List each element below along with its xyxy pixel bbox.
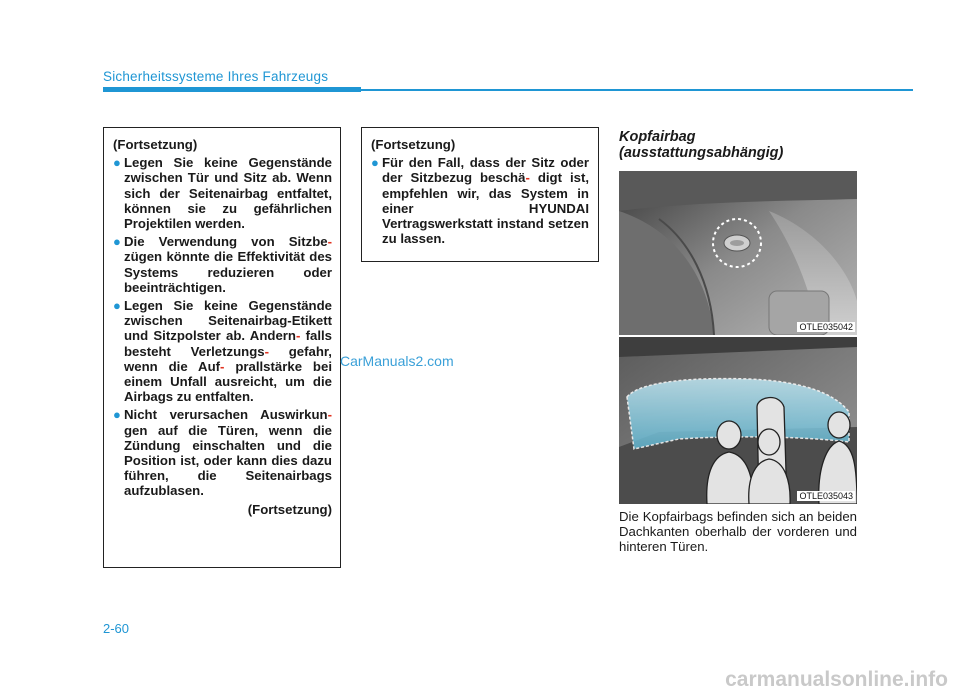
header-title: Sicherheitssysteme Ihres Fahrzeugs: [103, 69, 329, 84]
figure-airbag-label: [619, 171, 857, 335]
section-title: Kopfairbag (ausstattungsabhängig): [619, 129, 784, 161]
section-body: Die Kopfairbags befinden sich an beiden Dachkanten oberhalb der vorderen und hinteren Türen.: [619, 509, 857, 555]
warning-box-right: [361, 127, 599, 262]
figure-curtain-airbag: [619, 337, 857, 504]
warning-box-left: [103, 127, 341, 568]
continuation-start: (Fortsetzung): [113, 137, 198, 152]
warning-list: [371, 155, 589, 246]
continuation-start: (Fortsetzung): [371, 137, 456, 152]
page-number: 2-60: [103, 621, 130, 636]
warning-list: [113, 155, 332, 498]
figure-code: OTLE035043: [799, 491, 853, 501]
watermark[interactable]: CarManuals2.com: [340, 353, 454, 369]
list-item: ● Für den Fall, dass der Sitz oder der Sitzbezug beschä- digt ist, empfehlen wir, das System in einer HYUNDAI Vertragswerkstatt instand setzen zu lassen.: [371, 155, 589, 247]
figure-code: OTLE035042: [799, 322, 853, 332]
header-rule-accent: [103, 87, 361, 92]
list-item: ● Legen Sie keine Gegenstände zwischen Tür und Sitz ab. Wenn sich der Seitenairbag entfaltet, können sie zu gefährlichen Projektilen werden.: [113, 155, 332, 232]
curtain-airbag-illustration: [619, 337, 857, 504]
list-item: ● Legen Sie keine Gegenstände zwischen Seitenairbag-Etikett und Sitzpolster ab. Andern- falls besteht Verletzungs- gefahr, wenn die Auf- prallstärke bei einem Unfall ausreicht, um die Airbags zu entfalten.: [113, 298, 332, 405]
bullet-icon: ●: [113, 407, 121, 423]
list-item: ● Nicht verursachen Auswirkun- gen auf die Türen, wenn die Zündung einschalten und die Position ist, oder kann dies dazu führen, die Seitenairbags aufzublasen.: [113, 407, 332, 499]
bullet-icon: ●: [371, 155, 379, 171]
bullet-icon: ●: [113, 234, 121, 250]
bullet-icon: ●: [113, 155, 121, 171]
headliner-illustration: [619, 171, 857, 335]
continuation-end: (Fortsetzung): [247, 501, 332, 517]
list-item: ● Die Verwendung von Sitzbe- zügen könnte die Effektivität des Systems reduzieren oder beeinträchtigen.: [113, 234, 332, 295]
footer-watermark[interactable]: carmanualsonline.info: [725, 668, 948, 691]
bullet-icon: ●: [113, 298, 121, 314]
